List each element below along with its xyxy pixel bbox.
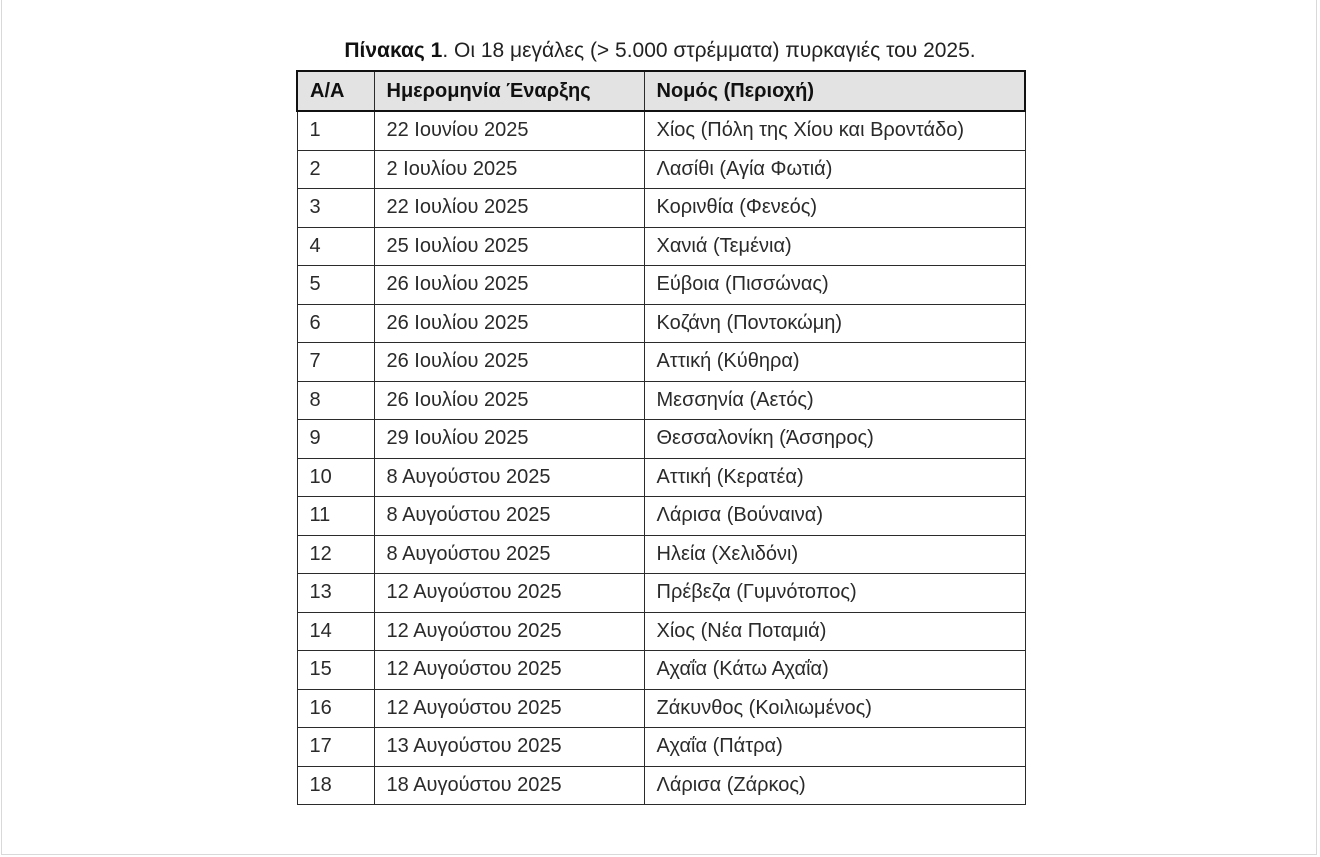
cell-prefecture-area: Λάρισα (Βούναινα) xyxy=(644,497,1025,536)
table-row xyxy=(297,535,1025,574)
table-row xyxy=(297,612,1025,651)
cell-index: 16 xyxy=(297,689,374,728)
cell-prefecture-area: Λασίθι (Αγία Φωτιά) xyxy=(644,150,1025,189)
table-row xyxy=(297,651,1025,690)
cell-prefecture-area: Αττική (Κύθηρα) xyxy=(644,343,1025,382)
cell-start-date: 13 Αυγούστου 2025 xyxy=(374,728,644,767)
cell-start-date: 8 Αυγούστου 2025 xyxy=(374,497,644,536)
cell-start-date: 29 Ιουλίου 2025 xyxy=(374,420,644,459)
cell-index: 14 xyxy=(297,612,374,651)
table-row xyxy=(297,189,1025,228)
table-row xyxy=(297,111,1025,150)
cell-index: 3 xyxy=(297,189,374,228)
table-row xyxy=(297,381,1025,420)
cell-prefecture-area: Χίος (Νέα Ποταμιά) xyxy=(644,612,1025,651)
header-index: Α/Α xyxy=(297,71,374,111)
header-prefecture-area: Νομός (Περιοχή) xyxy=(644,71,1025,111)
fires-table xyxy=(296,70,1026,805)
cell-prefecture-area: Κοζάνη (Ποντοκώμη) xyxy=(644,304,1025,343)
cell-index: 6 xyxy=(297,304,374,343)
table-row xyxy=(297,150,1025,189)
table-row xyxy=(297,497,1025,536)
cell-start-date: 12 Αυγούστου 2025 xyxy=(374,689,644,728)
cell-prefecture-area: Ηλεία (Χελιδόνι) xyxy=(644,535,1025,574)
table-caption xyxy=(296,38,1024,64)
cell-index: 1 xyxy=(297,111,374,150)
cell-index: 18 xyxy=(297,766,374,805)
table-row xyxy=(297,574,1025,613)
cell-start-date: 25 Ιουλίου 2025 xyxy=(374,227,644,266)
header-start-date: Ημερομηνία Έναρξης xyxy=(374,71,644,111)
table-row xyxy=(297,458,1025,497)
cell-start-date: 18 Αυγούστου 2025 xyxy=(374,766,644,805)
cell-prefecture-area: Ζάκυνθος (Κοιλιωμένος) xyxy=(644,689,1025,728)
cell-index: 7 xyxy=(297,343,374,382)
cell-index: 10 xyxy=(297,458,374,497)
cell-start-date: 2 Ιουλίου 2025 xyxy=(374,150,644,189)
cell-index: 5 xyxy=(297,266,374,305)
cell-prefecture-area: Αττική (Κερατέα) xyxy=(644,458,1025,497)
cell-prefecture-area: Αχαΐα (Πάτρα) xyxy=(644,728,1025,767)
cell-index: 11 xyxy=(297,497,374,536)
table-row xyxy=(297,266,1025,305)
table-row xyxy=(297,343,1025,382)
table-header xyxy=(297,71,1025,111)
cell-index: 15 xyxy=(297,651,374,690)
cell-index: 17 xyxy=(297,728,374,767)
cell-start-date: 26 Ιουλίου 2025 xyxy=(374,266,644,305)
cell-prefecture-area: Πρέβεζα (Γυμνότοπος) xyxy=(644,574,1025,613)
header-row xyxy=(297,71,1025,111)
cell-prefecture-area: Εύβοια (Πισσώνας) xyxy=(644,266,1025,305)
cell-start-date: 22 Ιουνίου 2025 xyxy=(374,111,644,150)
cell-prefecture-area: Αχαΐα (Κάτω Αχαΐα) xyxy=(644,651,1025,690)
table-row xyxy=(297,728,1025,767)
cell-start-date: 12 Αυγούστου 2025 xyxy=(374,612,644,651)
cell-start-date: 8 Αυγούστου 2025 xyxy=(374,458,644,497)
cell-start-date: 26 Ιουλίου 2025 xyxy=(374,343,644,382)
cell-index: 4 xyxy=(297,227,374,266)
cell-start-date: 8 Αυγούστου 2025 xyxy=(374,535,644,574)
cell-prefecture-area: Θεσσαλονίκη (Άσσηρος) xyxy=(644,420,1025,459)
cell-index: 8 xyxy=(297,381,374,420)
table-row xyxy=(297,304,1025,343)
cell-start-date: 22 Ιουλίου 2025 xyxy=(374,189,644,228)
cell-index: 13 xyxy=(297,574,374,613)
cell-start-date: 12 Αυγούστου 2025 xyxy=(374,574,644,613)
cell-prefecture-area: Χίος (Πόλη της Χίου και Βροντάδο) xyxy=(644,111,1025,150)
cell-start-date: 12 Αυγούστου 2025 xyxy=(374,651,644,690)
table-row xyxy=(297,689,1025,728)
table-row xyxy=(297,766,1025,805)
table-row xyxy=(297,420,1025,459)
cell-index: 12 xyxy=(297,535,374,574)
cell-start-date: 26 Ιουλίου 2025 xyxy=(374,381,644,420)
cell-index: 2 xyxy=(297,150,374,189)
caption-label: Πίνακας 1 xyxy=(344,39,443,62)
cell-prefecture-area: Χανιά (Τεμένια) xyxy=(644,227,1025,266)
table-row xyxy=(297,227,1025,266)
cell-prefecture-area: Λάρισα (Ζάρκος) xyxy=(644,766,1025,805)
cell-prefecture-area: Κορινθία (Φενεός) xyxy=(644,189,1025,228)
cell-start-date: 26 Ιουλίου 2025 xyxy=(374,304,644,343)
cell-prefecture-area: Μεσσηνία (Αετός) xyxy=(644,381,1025,420)
table-body xyxy=(297,111,1025,805)
caption-text: . Οι 18 μεγάλες (> 5.000 στρέμματα) πυρκαγιές του 2025. xyxy=(442,39,976,62)
cell-index: 9 xyxy=(297,420,374,459)
